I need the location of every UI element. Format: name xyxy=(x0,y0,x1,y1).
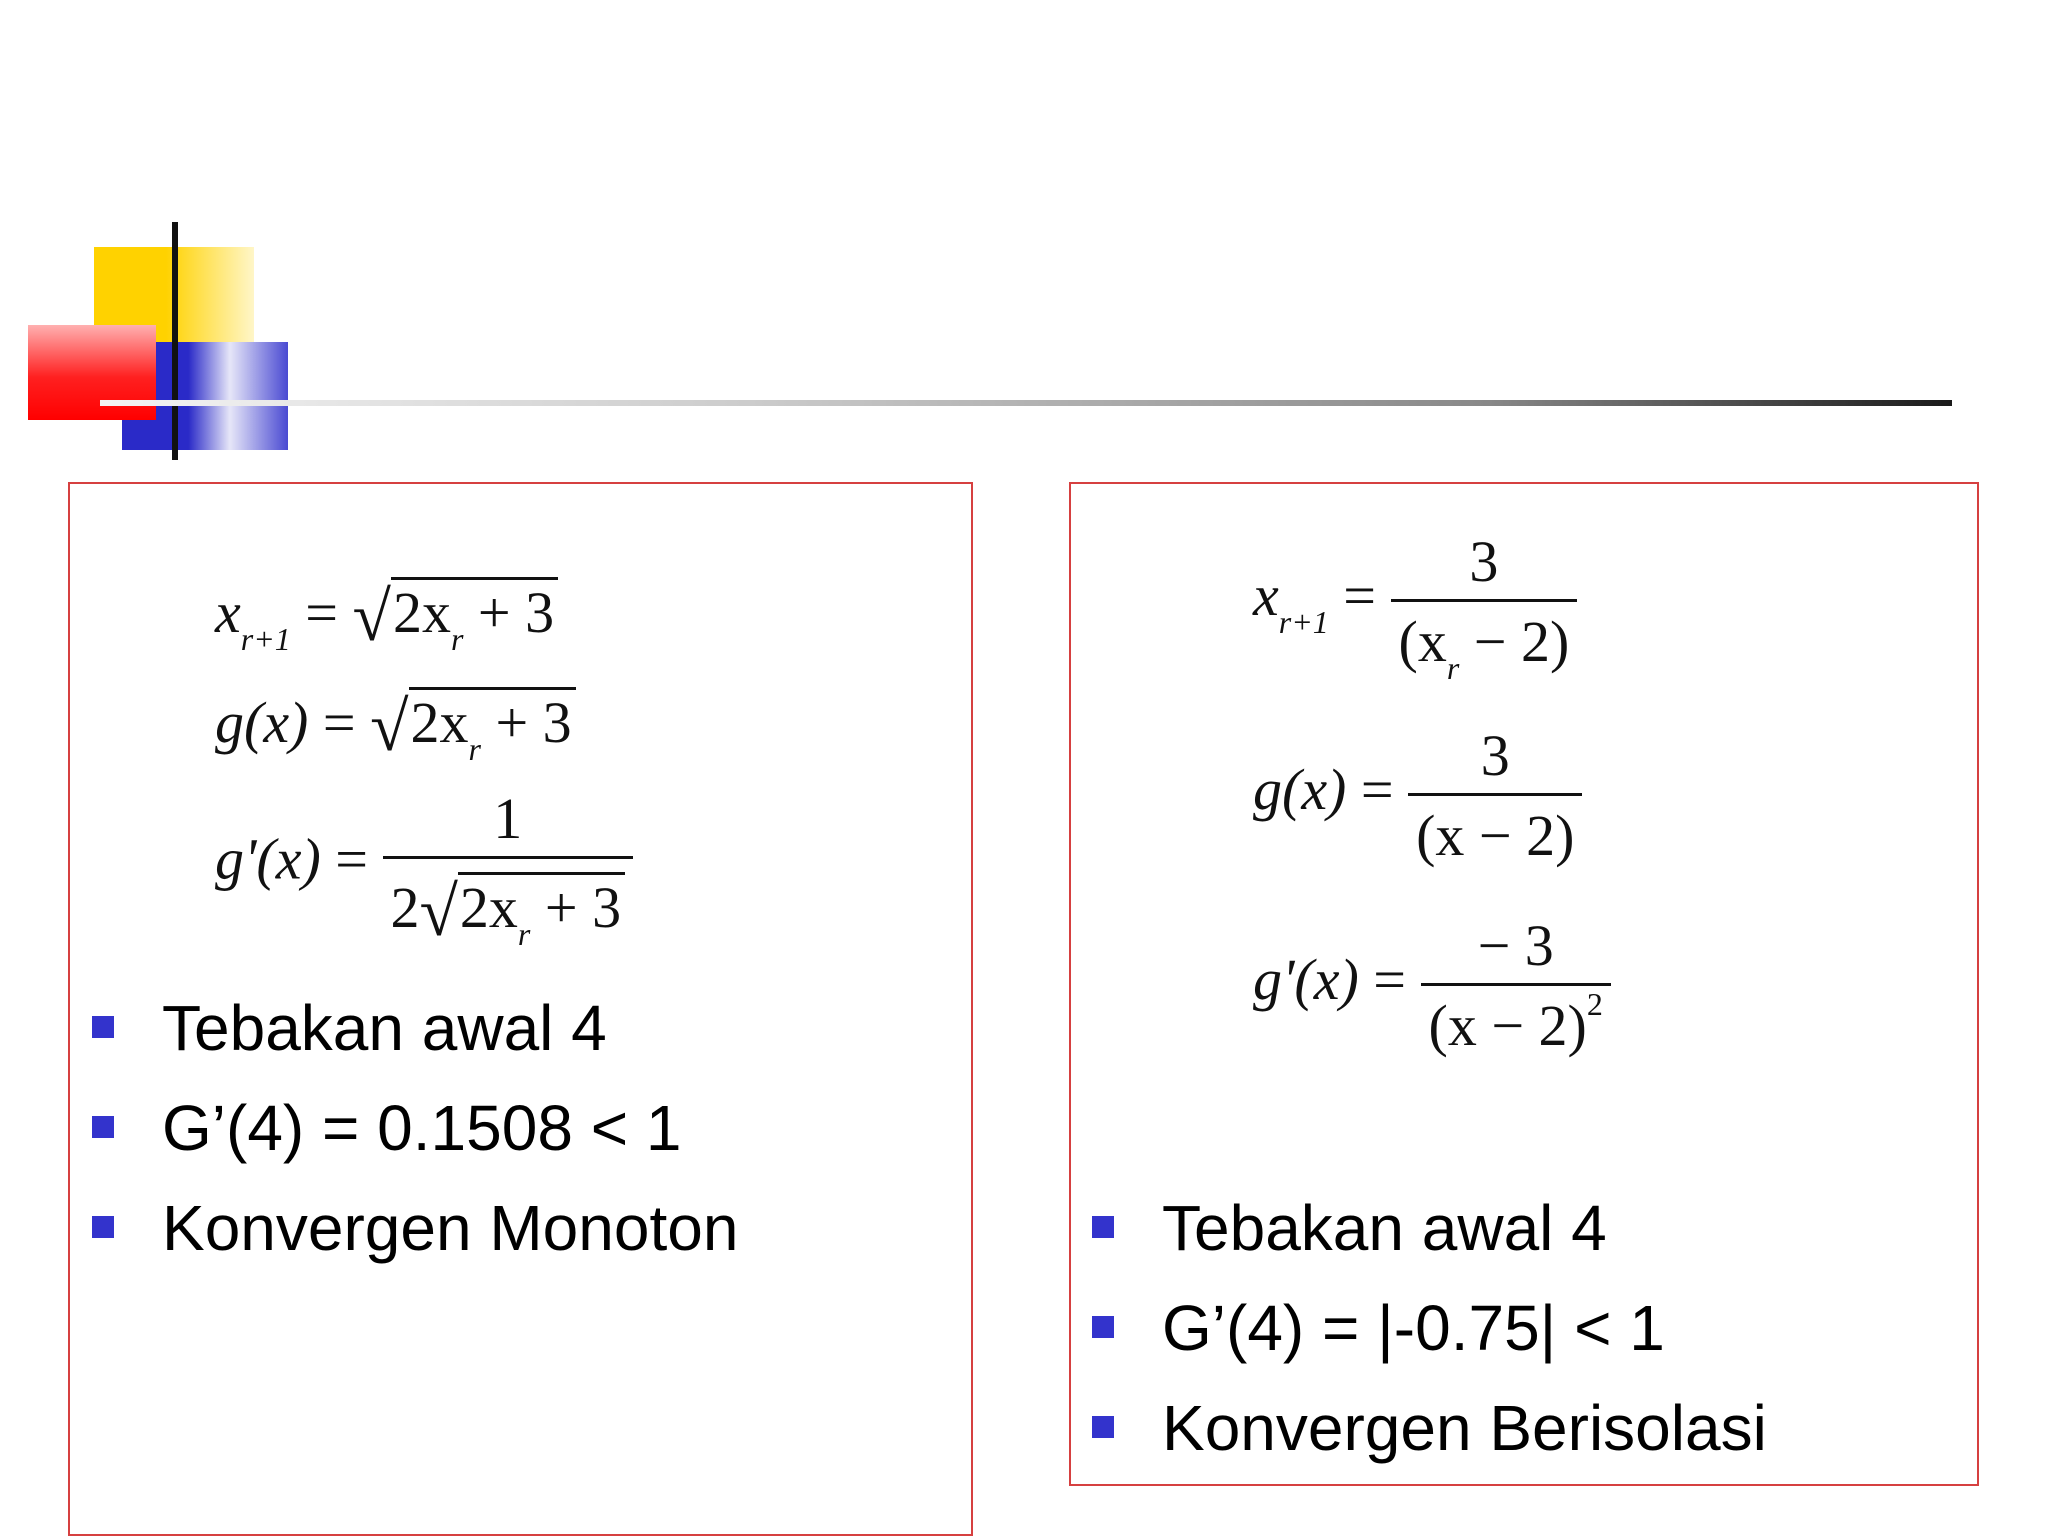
right-eq-iteration: $x_{r+1}$ = $\frac{3}{(x_r - 2)}$ xyxy=(1253,528,1577,675)
list-item: Tebakan awal 4 xyxy=(1092,1178,1767,1278)
title-divider-line xyxy=(100,400,1952,406)
right-eq-g-prime: g'(x) = $\frac{- 3}{(x - 2)^2}$ xyxy=(1253,912,1611,1059)
right-bullet-list xyxy=(1092,1178,1767,1478)
left-eq-g: $g(x) = √2x_r + 3$ xyxy=(215,680,576,760)
list-item: Tebakan awal 4 xyxy=(92,978,738,1078)
square-bullet-icon xyxy=(1092,1216,1114,1238)
square-bullet-icon xyxy=(92,1216,114,1238)
left-eq-g-prime: g'(x) = $\frac{1}{2√2x_r + 3}$ xyxy=(215,785,633,945)
left-eq-iteration: $x_{r+1} = √2x_r + 3$ xyxy=(215,570,558,650)
square-bullet-icon xyxy=(1092,1316,1114,1338)
right-eq-g: g(x) = $\frac{3}{(x - 2)}$ xyxy=(1253,722,1582,869)
list-item: Konvergen Berisolasi xyxy=(1092,1378,1767,1478)
left-bullet-list xyxy=(92,978,738,1278)
list-item: G’(4) = 0.1508 < 1 xyxy=(92,1078,738,1178)
list-item: G’(4) = |-0.75| < 1 xyxy=(1092,1278,1767,1378)
square-bullet-icon xyxy=(1092,1416,1114,1438)
square-bullet-icon xyxy=(92,1016,114,1038)
square-bullet-icon xyxy=(92,1116,114,1138)
logo-vertical-bar xyxy=(172,222,178,460)
list-item: Konvergen Monoton xyxy=(92,1178,738,1278)
